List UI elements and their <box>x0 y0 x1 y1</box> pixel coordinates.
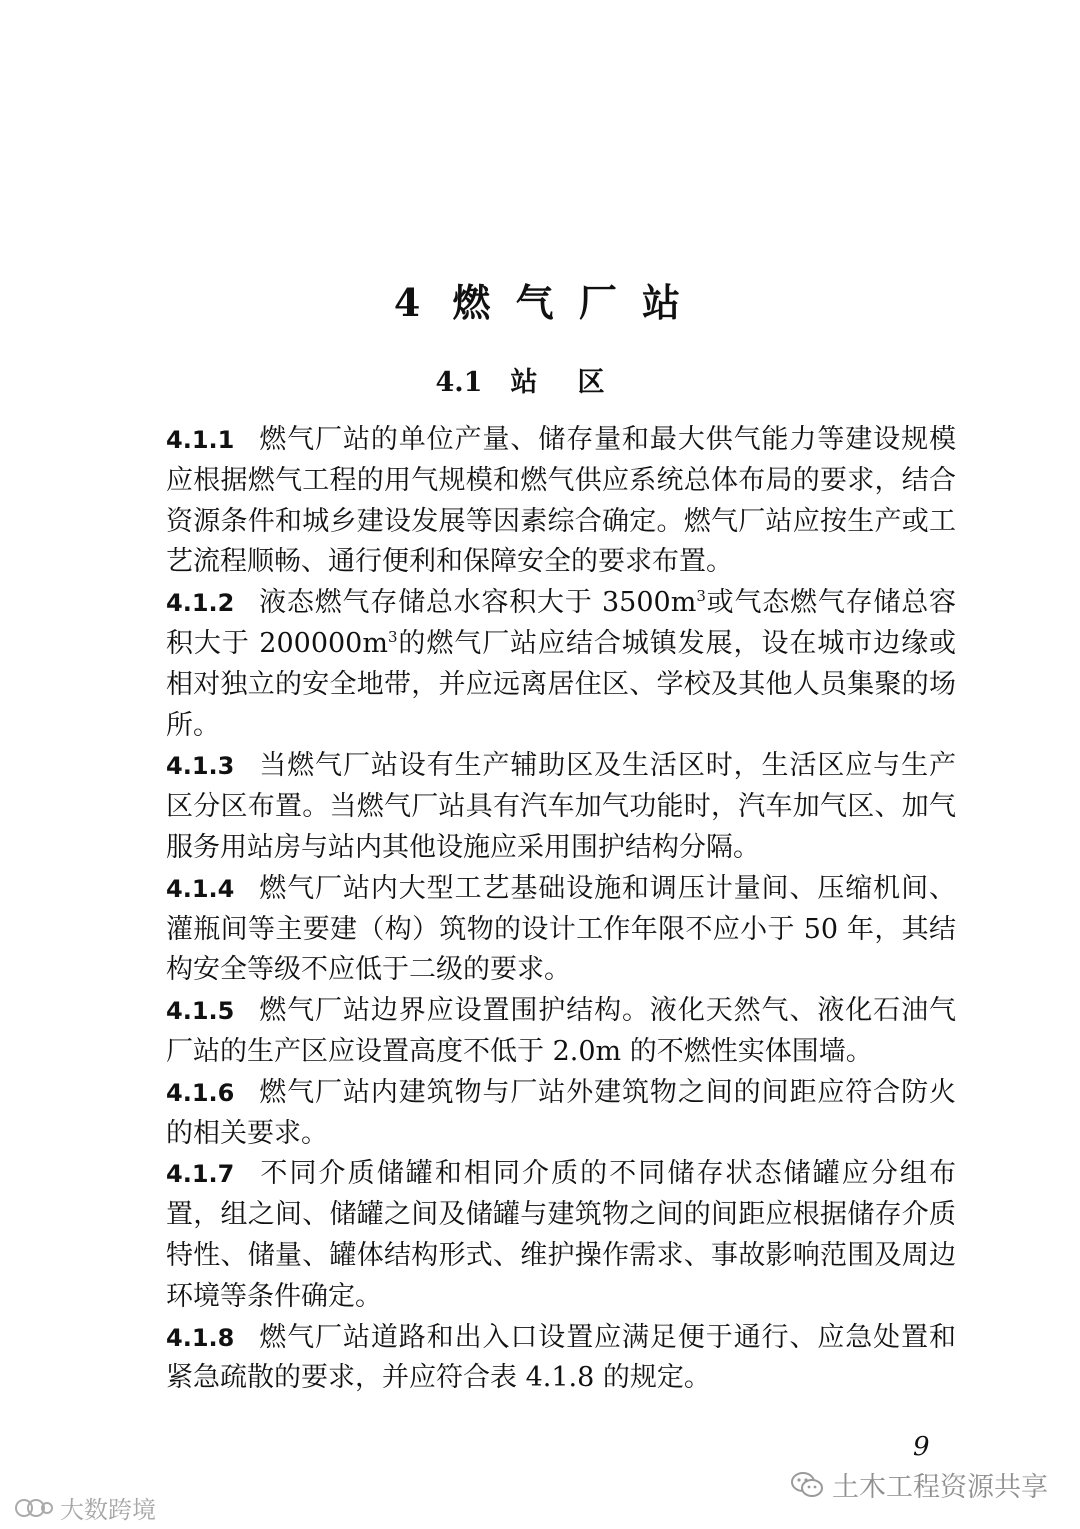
chapter-number: 4 <box>393 280 427 325</box>
clause-4-1-3 <box>166 746 956 868</box>
superscript: 3 <box>387 627 398 646</box>
superscript: 3 <box>696 587 706 606</box>
clause-text: 燃气厂站内建筑物与厂站外建筑物之间的间距应符合防火的相关要求。 <box>166 1076 956 1149</box>
clause-text: 的燃气厂站应结合城镇发展，设在城市边缘或相对独立的安全地带，并应远离居住区、学校及其他人员集聚的场所。 <box>166 627 956 741</box>
clause-4-1-7 <box>166 1154 956 1317</box>
section-name: 站区 <box>510 367 645 398</box>
clause-number: 4.1.1 <box>166 426 235 454</box>
watermark-text: 大数跨境 <box>60 1496 156 1524</box>
clause-text: 当燃气厂站设有生产辅助区及生活区时，生活区应与生产区分区布置。当燃气厂站具有汽车加气功能时，汽车加气区、加气服务用站房与站内其他设施应采用围护结构分隔。 <box>166 750 956 863</box>
watermark-text: 土木工程资源共享 <box>832 1472 1048 1503</box>
clause-text: 不同介质储罐和相同介质的不同储存状态储罐应分组布置，组之间、储罐之间及储罐与建筑物之间的间距应根据储存介质特性、储量、罐体结构形式、维护操作需求、事故影响范围及周边环境等条件确定。 <box>166 1158 956 1312</box>
clause-4-1-6 <box>166 1073 956 1155</box>
page-number: 9 <box>913 1432 930 1462</box>
clause-text: 燃气厂站边界应设置围护结构。液化天然气、液化石油气厂站的生产区应设置高度不低于 2.0m 的不燃性实体围墙。 <box>166 995 956 1067</box>
section-number: 4.1 <box>435 367 483 398</box>
chapter-title <box>0 272 1080 327</box>
clause-text: 液态燃气存储总水容积大于 3500m <box>258 587 697 619</box>
clause-text: 或气态燃气存储总容积大于 200000m <box>166 587 956 659</box>
clause-text: 燃气厂站的单位产量、储存量和最大供气能力等建设规模应根据燃气工程的用气规模和燃气供应系统总体布局的要求，结合资源条件和城乡建设发展等因素综合确定。燃气厂站应按生产或工艺流程顺畅、通行便利和保障安全的要求布置。 <box>166 424 956 578</box>
logo-icon <box>14 1495 54 1521</box>
clause-number: 4.1.5 <box>166 997 235 1026</box>
clause-number: 4.1.7 <box>166 1160 235 1189</box>
clause-list <box>166 420 956 1399</box>
section-title <box>0 360 1080 399</box>
clause-text: 燃气厂站道路和出入口设置应满足便于通行、应急处置和紧急疏散的要求，并应符合表 4.1.8 的规定。 <box>166 1321 956 1394</box>
clause-number: 4.1.2 <box>166 589 235 618</box>
clause-4-1-8 <box>166 1318 956 1400</box>
clause-text: 燃气厂站内大型工艺基础设施和调压计量间、压缩机间、灌瓶间等主要建（构）筑物的设计工作年限不应小于 50 年，其结构安全等级不应低于二级的要求。 <box>166 872 956 986</box>
clause-number: 4.1.8 <box>166 1323 235 1352</box>
clause-number: 4.1.6 <box>166 1078 235 1107</box>
clause-number: 4.1.3 <box>166 752 235 781</box>
clause-4-1-2 <box>166 583 956 746</box>
clause-number: 4.1.4 <box>166 874 235 903</box>
wechat-icon <box>790 1470 824 1500</box>
clause-4-1-5 <box>166 991 956 1073</box>
chapter-name: 燃 气 厂 站 <box>452 280 687 325</box>
watermark-wechat <box>790 1465 1048 1504</box>
clause-4-1-1 <box>166 420 956 583</box>
watermark-brand <box>14 1490 156 1525</box>
clause-4-1-4 <box>166 869 956 991</box>
